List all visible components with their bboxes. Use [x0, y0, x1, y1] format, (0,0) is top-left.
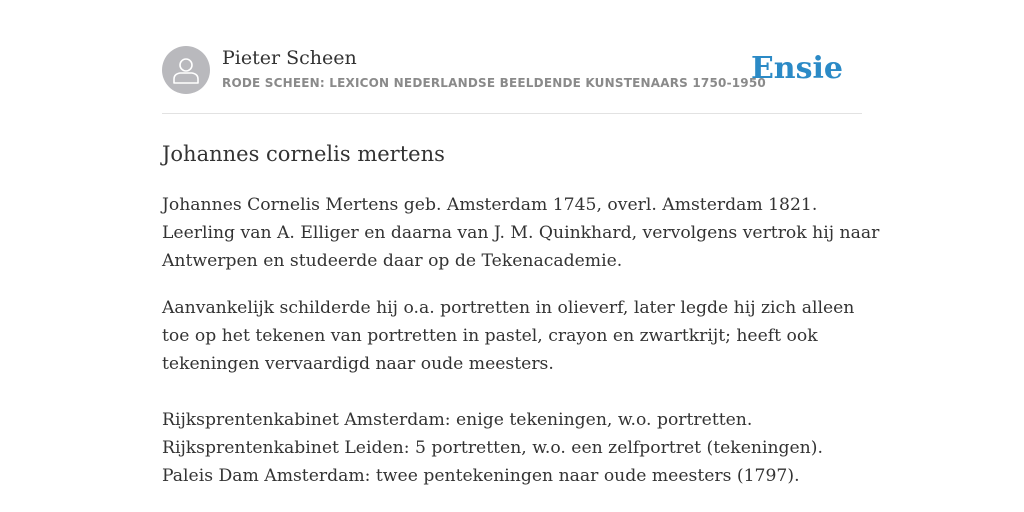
- article-card: [162, 46, 880, 490]
- collections-list: [162, 406, 862, 490]
- paragraph-spacer: [162, 378, 862, 406]
- collection-item: Paleis Dam Amsterdam: twee pentekeningen naar oude meesters (1797).: [162, 466, 800, 486]
- text-line: Leerling van A. Elliger en daarna van J. M. Quinkhard, vervolgens vertrok hij naar: [162, 223, 880, 243]
- source-lexicon[interactable]: RODE SCHEEN: LEXICON NEDERLANDSE BEELDENDE KUNSTENAARS 1750-1950: [222, 76, 766, 90]
- text-line: toe op het tekenen van portretten in pastel, crayon en zwartkrijt; heeft ook: [162, 326, 818, 346]
- author-name[interactable]: Pieter Scheen: [222, 47, 357, 69]
- paragraph-work: [162, 294, 862, 378]
- article-title: Johannes cornelis mertens: [162, 142, 445, 166]
- collection-item: Rijksprentenkabinet Amsterdam: enige tekeningen, w.o. portretten.: [162, 410, 753, 430]
- ensie-logo[interactable]: Ensie: [750, 51, 843, 86]
- user-icon: [162, 46, 210, 94]
- article-body: [162, 191, 880, 490]
- text-line: tekeningen vervaardigd naar oude meesters.: [162, 354, 554, 374]
- paragraph-biography: [162, 191, 880, 275]
- text-line: Antwerpen en studeerde daar op de Tekenacademie.: [162, 251, 623, 271]
- text-line: Aanvankelijk schilderde hij o.a. portretten in olieverf, later legde hij zich alleen: [162, 298, 855, 318]
- author-avatar[interactable]: [162, 46, 210, 94]
- text-line: Johannes Cornelis Mertens geb. Amsterdam 1745, overl. Amsterdam 1821.: [162, 195, 818, 215]
- collection-item: Rijksprentenkabinet Leiden: 5 portretten, w.o. een zelfportret (tekeningen).: [162, 438, 823, 458]
- author-header: [162, 46, 862, 114]
